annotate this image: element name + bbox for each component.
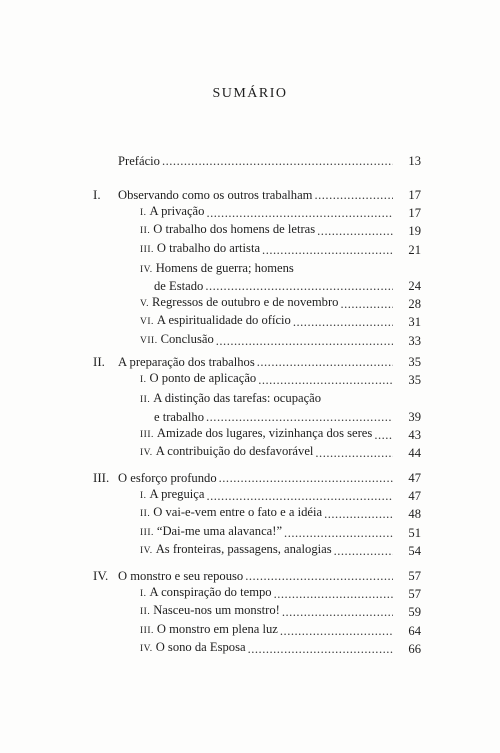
dot-leader [257, 354, 393, 370]
entry-text: Regressos de outubro e de novembro [152, 295, 339, 310]
section-number: IV. [140, 643, 153, 654]
dot-leader [248, 641, 393, 657]
toc-entry-section-page-number: 48 [408, 507, 421, 522]
toc-entry-section-page-number: 64 [408, 623, 421, 638]
toc-entry-section-label [140, 639, 246, 657]
toc-entry-section[interactable] [140, 639, 421, 657]
section-number: II. [140, 395, 151, 406]
toc-entry-chapter-label [118, 470, 217, 486]
toc-entry-section-label [140, 294, 338, 312]
section-number: I. [140, 491, 147, 502]
chapter-number: I. [93, 187, 101, 202]
toc-entry-section-page-number: 39 [408, 409, 421, 424]
entry-text: O esforço profundo [118, 471, 217, 485]
toc-entry-section[interactable] [140, 621, 421, 639]
toc-entry-section-label [140, 486, 204, 504]
toc-entry-section-page-number: 59 [408, 605, 421, 620]
toc-entry-chapter-label [118, 354, 255, 370]
toc-entry-section-label [140, 240, 260, 258]
dot-leader [280, 623, 393, 639]
toc-entry-section-page-number: 66 [408, 641, 421, 656]
entry-text: O vai-e-vem entre o fato e a idéia [153, 505, 323, 520]
toc-entry-section-label [140, 312, 291, 330]
entry-text: A conspiração do tempo [149, 585, 272, 600]
dot-leader [317, 223, 393, 239]
entry-text: “Dai-me uma alavanca!” [156, 523, 283, 538]
toc-entry-section-page-number: 35 [408, 373, 421, 388]
section-number: III. [140, 625, 154, 636]
entry-text: Conclusão [160, 331, 214, 346]
entry-text: Nasceu-nos um monstro! [153, 603, 280, 618]
toc-entry-section[interactable] [140, 425, 421, 443]
toc-entry-prefacio-page-number: 13 [408, 154, 421, 168]
dot-leader [258, 372, 393, 388]
entry-text: A privação [149, 204, 205, 219]
dot-leader [219, 470, 393, 486]
section-number: II. [140, 607, 151, 618]
dot-leader [206, 488, 393, 504]
entry-text: O monstro e seu repouso [118, 569, 244, 583]
toc-entry-section-page-number: 19 [408, 224, 421, 239]
section-number: V. [140, 299, 150, 310]
toc-entry-prefacio[interactable] [118, 151, 421, 169]
toc-entry-section[interactable] [140, 504, 421, 522]
dot-leader [340, 296, 393, 312]
section-number: III. [140, 527, 154, 538]
entry-text: O trabalho dos homens de letras [153, 222, 316, 237]
entry-text: A espiritualidade do ofício [156, 313, 291, 328]
toc-entry-section-label [154, 278, 203, 294]
chapter-number: III. [93, 470, 110, 485]
entry-text: O ponto de aplicação [149, 371, 257, 386]
toc-entry-section-label [140, 221, 315, 239]
toc-entry-section[interactable] [140, 541, 421, 559]
section-number: I. [140, 589, 147, 600]
dot-leader [262, 242, 393, 258]
section-number: II. [140, 226, 151, 237]
entry-text: Observando como os outros trabalham [118, 188, 313, 202]
toc-entry-section[interactable] [140, 370, 421, 388]
dot-leader [334, 543, 393, 559]
section-number: IV. [140, 545, 153, 556]
toc-entry-section-label [140, 541, 332, 559]
dot-leader [314, 187, 393, 203]
dot-leader [293, 314, 393, 330]
toc-entry-chapter[interactable] [118, 352, 421, 370]
toc-entry-section-page-number: 33 [408, 333, 421, 348]
toc-entry-section-label [140, 331, 214, 349]
toc-entry-section-page-number: 17 [408, 206, 421, 221]
toc-entry-section-label [140, 621, 278, 639]
section-number: I. [140, 208, 147, 219]
toc-entry-section[interactable] [140, 486, 421, 504]
toc-entry-section-label [140, 504, 322, 522]
toc-entry-section[interactable] [140, 221, 421, 239]
toc-entry-section-label [140, 425, 372, 443]
toc-entry-section-page-number: 24 [408, 279, 421, 293]
toc-entry-section[interactable] [140, 602, 421, 620]
toc-entry-section-page-number: 21 [408, 242, 421, 257]
toc-entry-section[interactable] [140, 294, 421, 312]
entry-text: Prefácio [118, 154, 160, 168]
toc-entry-section[interactable] [140, 443, 421, 461]
section-number: I. [140, 375, 147, 386]
toc-entry-section[interactable] [140, 203, 421, 221]
entry-text: A preparação dos trabalhos [118, 355, 255, 369]
toc-entry-section-page-number: 43 [408, 427, 421, 442]
dot-leader [206, 409, 393, 425]
toc-entry-section-label [140, 602, 280, 620]
toc-entry-section[interactable] [140, 312, 421, 330]
toc-entry-chapter[interactable] [118, 566, 421, 584]
toc-entry-section-label [140, 203, 204, 221]
toc-entry-chapter-page-number: 35 [408, 355, 421, 369]
toc-entry-section-page-number: 51 [408, 525, 421, 540]
dot-leader [284, 525, 393, 541]
dot-leader [315, 445, 393, 461]
chapter-number: II. [93, 354, 105, 369]
section-number: VII. [140, 335, 158, 346]
dot-leader [282, 604, 393, 620]
dot-leader [274, 586, 393, 602]
dot-leader [206, 205, 393, 221]
entry-text: de Estado [154, 279, 204, 293]
entry-text: e trabalho [154, 409, 204, 424]
toc-entry-section-page-number: 31 [408, 315, 421, 330]
entry-text: A contribuição do desfavorável [155, 444, 314, 458]
toc-entry-section[interactable] [154, 407, 421, 425]
dot-leader [245, 568, 393, 584]
entry-text: Homens de guerra; homens [155, 260, 294, 275]
toc-entry-chapter-label [118, 187, 312, 203]
toc-entry-section-page-number: 47 [408, 489, 421, 504]
toc-entry-chapter-page-number: 17 [408, 188, 421, 202]
dot-leader [162, 153, 393, 169]
section-number: III. [140, 244, 154, 255]
entry-text: O sono da Esposa [155, 639, 246, 654]
section-number: IV. [140, 448, 153, 458]
section-number: IV. [140, 264, 153, 275]
toc-entry-chapter-label [118, 568, 243, 584]
toc-entry-section[interactable] [140, 331, 421, 349]
section-number: III. [140, 429, 154, 440]
toc-entry-section-page-number: 54 [408, 543, 421, 558]
section-number: II. [140, 509, 151, 520]
dot-leader [216, 333, 393, 349]
toc-entry-section[interactable] [140, 523, 421, 541]
toc-entry-section-page-number: 57 [408, 587, 421, 602]
toc-entry-section[interactable] [154, 276, 421, 294]
dot-leader [324, 506, 393, 522]
dot-leader [205, 278, 393, 294]
toc-entry-section-label [154, 409, 204, 425]
entry-text: O monstro em plena luz [156, 621, 278, 636]
entry-text: Amizade dos lugares, vizinhança dos seres [156, 425, 373, 440]
toc-entry-section[interactable] [140, 584, 421, 602]
toc-entry-prefacio-label [118, 153, 160, 169]
toc-entry-section-page-number: 28 [408, 297, 421, 312]
toc-entry-chapter-page-number: 47 [408, 471, 421, 485]
toc-entry-chapter[interactable] [118, 185, 421, 203]
chapter-number: IV. [93, 568, 109, 583]
toc-entry-section-label [140, 370, 256, 388]
entry-text: A preguiça [149, 487, 205, 502]
toc-entry-section[interactable] [140, 240, 421, 258]
entry-text: A distinção das tarefas: ocupação [153, 391, 322, 406]
toc-entry-chapter-page-number: 57 [408, 569, 421, 583]
dot-leader [374, 427, 393, 443]
toc-entry-chapter[interactable] [118, 468, 421, 486]
toc-entry-section-label [140, 523, 282, 541]
section-number: VI. [140, 317, 154, 328]
toc-entry-section-page-number: 44 [408, 446, 421, 460]
toc-entry-section-label [140, 584, 272, 602]
page-title: SUMÁRIO [212, 86, 288, 101]
entry-text: O trabalho do artista [156, 240, 261, 255]
entry-text: As fronteiras, passagens, analogias [155, 541, 332, 556]
toc-entry-section-label [140, 443, 313, 461]
